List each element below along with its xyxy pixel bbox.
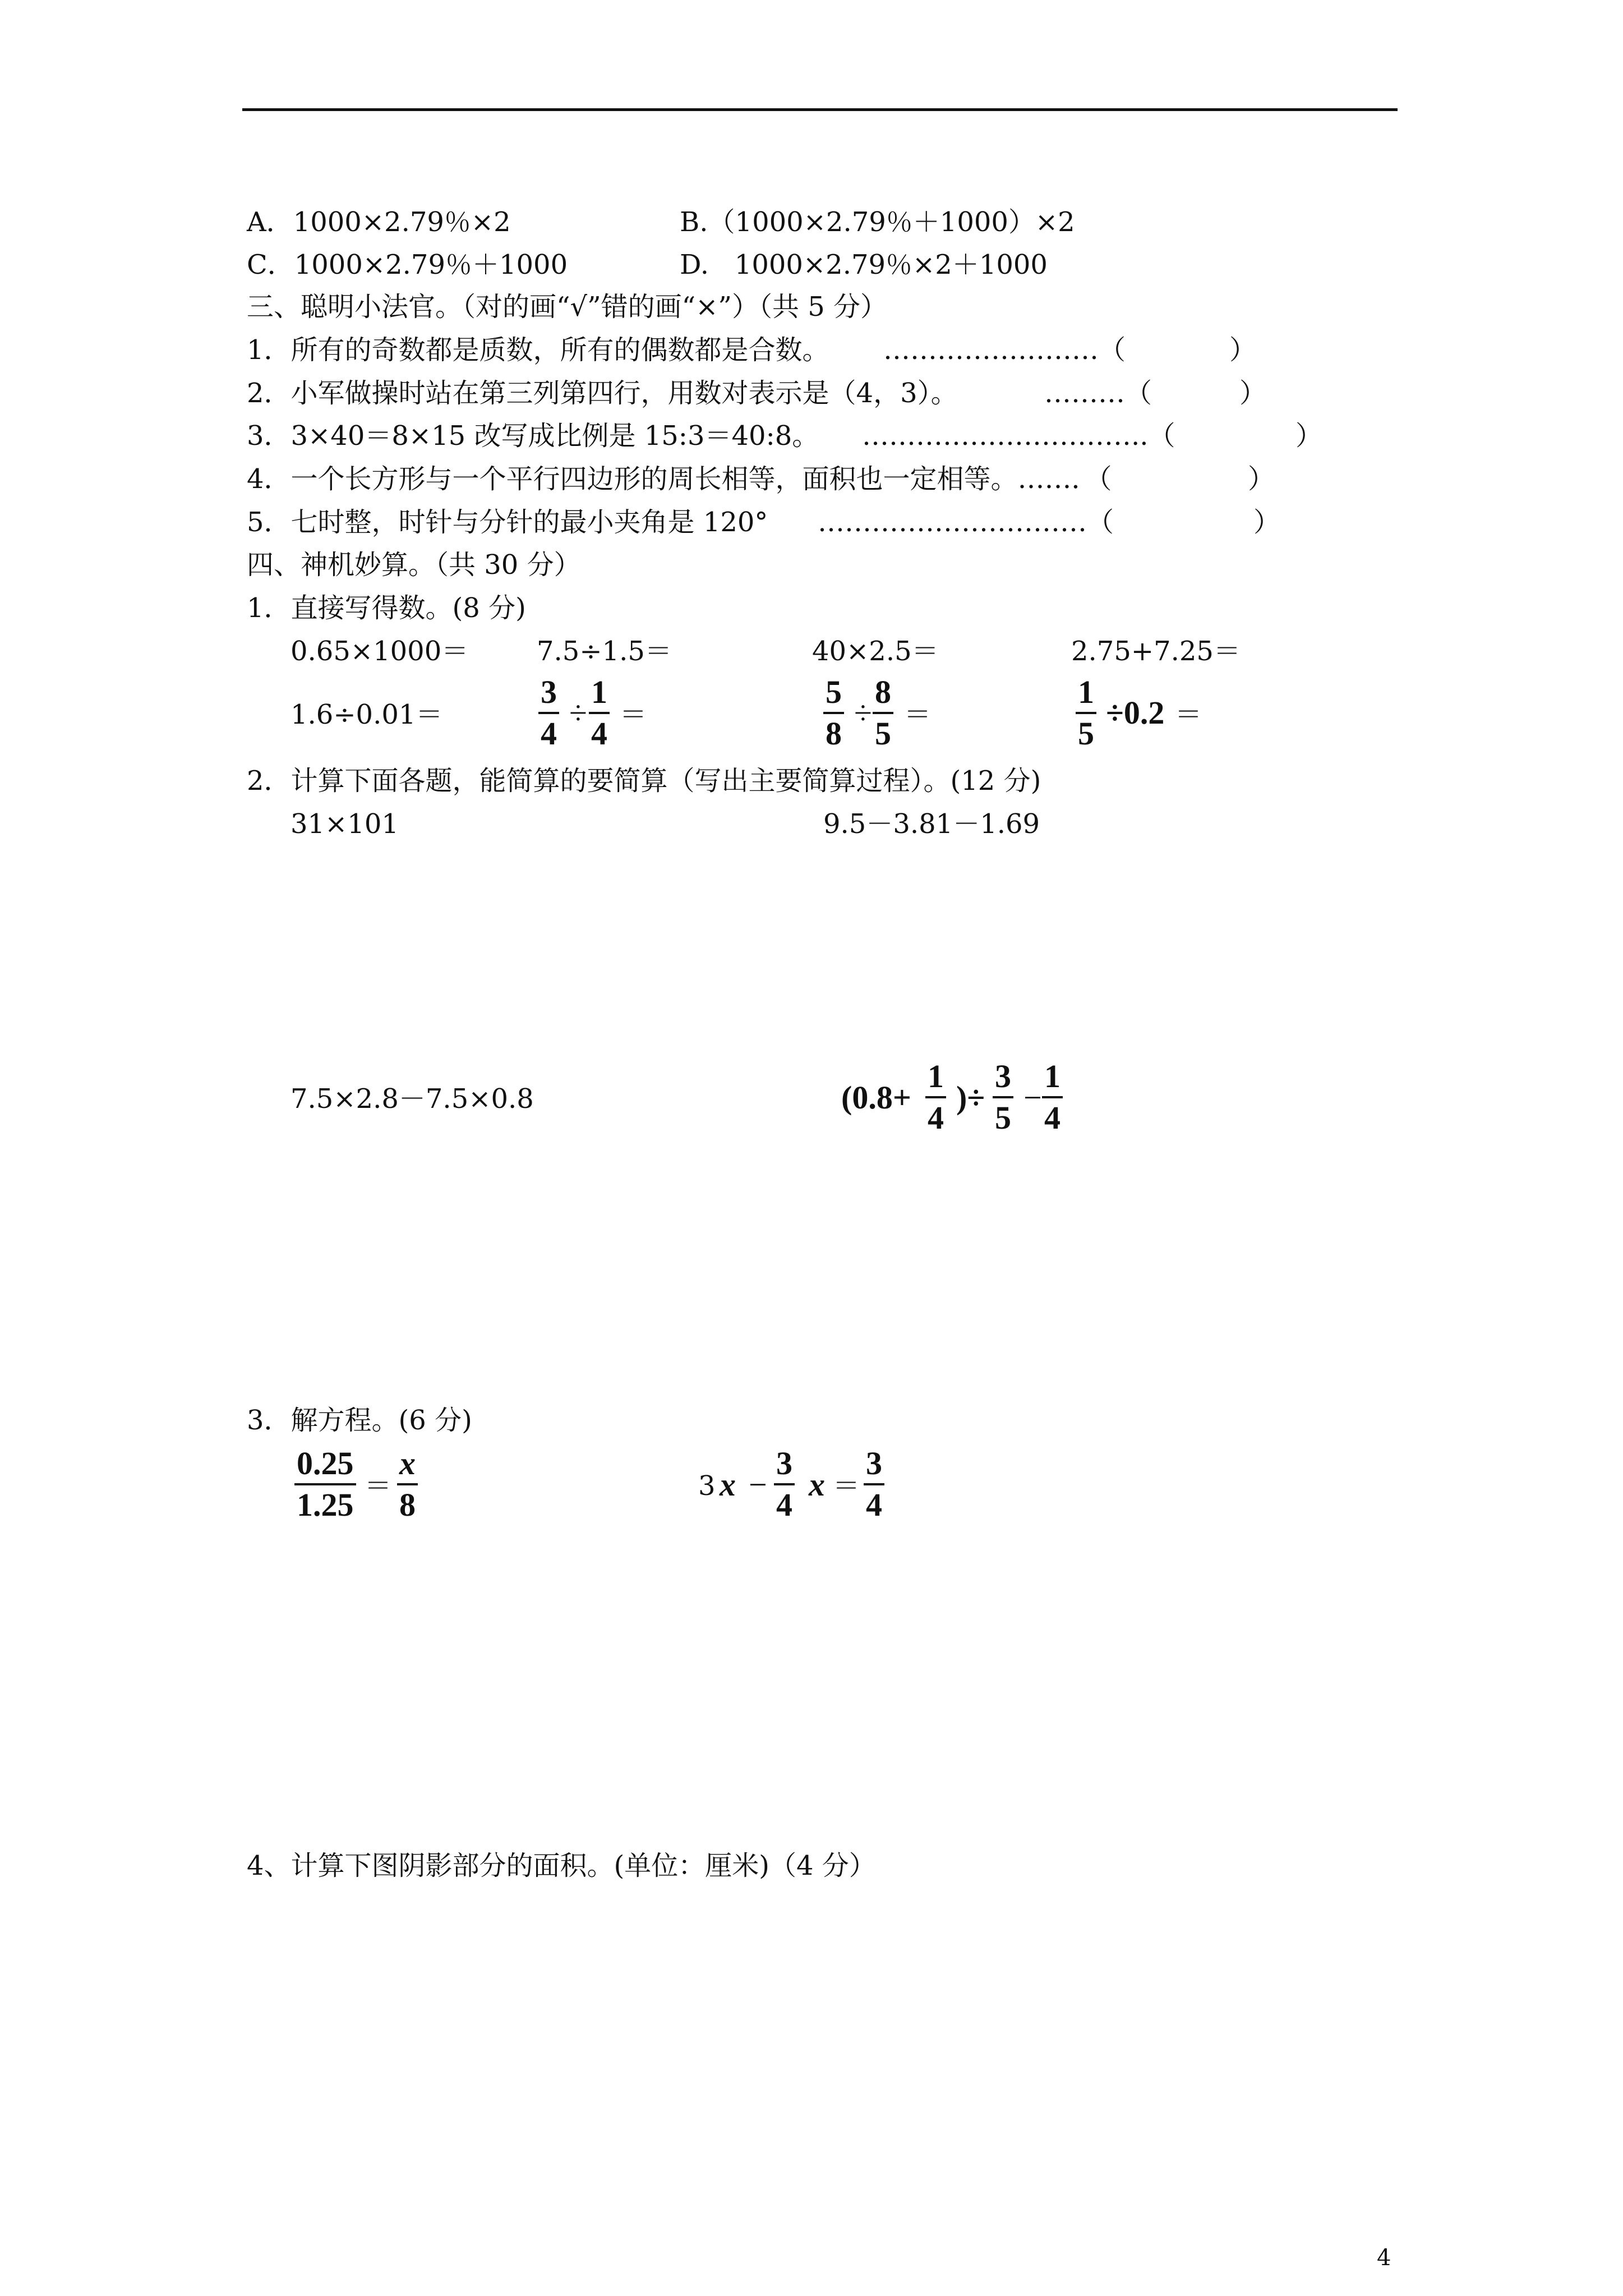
judge-item-3-close: ） [1295,420,1323,452]
q4-title: 4、计算下图阴影部分的面积。(单位：厘米)（4 分） [247,1850,876,1881]
q1-frac-1-4: 1 4 [589,676,610,750]
q1-frac-3-4: 3 4 [538,676,559,750]
q1-divide-sign: ÷ [854,694,872,731]
option-d: D. 1000×2.79％×2＋1000 [680,249,1048,280]
header-rule [242,108,1398,111]
q2-frac-1-4: 1 4 [925,1060,946,1134]
q1-frac-8-5: 8 5 [873,676,893,750]
section3-title: 三、聪明小法官。（对的画“√”错的画“×”）（共 5 分） [247,291,888,323]
judge-item-1: 1．所有的奇数都是质数，所有的偶数都是合数。 [247,334,829,366]
q3-eq2-coefficient: 3 [698,1470,716,1502]
q1-item-1: 0.65×1000＝ [291,636,469,667]
q1-divide-sign: ÷ [569,694,587,731]
q2-frac-1-4-b: 1 4 [1042,1060,1063,1134]
option-a: A．1000×2.79％×2 [247,206,511,238]
q3-equals: ＝ [833,1470,860,1502]
judge-item-2-dots: ………（ [1044,378,1152,409]
q2-expr-4-close-divide: )÷ [956,1079,985,1116]
judge-item-5-dots: …………………………（ [818,507,1114,538]
q1-equals: ＝ [904,699,932,730]
option-c: C．1000×2.79％＋1000 [247,249,568,280]
q2-expr-2: 9.5－3.81－1.69 [823,808,1040,840]
option-b: B.（1000×2.79％＋1000）×2 [680,206,1075,238]
q3-frac-3-4: 3 4 [774,1447,795,1521]
q2-expr-3: 7.5×2.8－7.5×0.8 [291,1083,534,1115]
q2-title: 2．计算下面各题，能简算的要简算（写出主要简算过程）。(12 分) [247,765,1041,797]
q1-item-5: 1.6÷0.01＝ [291,699,443,730]
judge-item-1-dots: ……………………（ [883,334,1126,366]
q2-expr-4-open: (0.8+ [841,1079,911,1116]
q1-frac-5-8: 5 8 [823,676,844,750]
q3-equals: ＝ [365,1470,392,1502]
judge-item-2-close: ） [1239,378,1267,409]
q2-frac-3-5: 3 5 [993,1060,1013,1134]
q1-title: 1．直接写得数。(8 分) [247,592,526,624]
q1-frac-1-5: 1 5 [1076,676,1096,750]
judge-item-3: 3．3×40＝8×15 改写成比例是 15:3＝40:8。 [247,420,819,452]
section4-title: 四、神机妙算。（共 30 分） [247,549,581,581]
judge-item-5-close: ） [1253,507,1281,538]
q3-frac-x-8: x 8 [397,1447,418,1521]
q3-eq2-x: x [720,1466,736,1503]
judge-item-2: 2．小军做操时站在第三列第四行，用数对表示是（4，3）。 [247,378,958,409]
q3-frac-3-4-b: 3 4 [864,1447,884,1521]
judge-item-1-close: ） [1229,334,1257,366]
q2-minus-sign: − [1023,1079,1042,1116]
page-number: 4 [1377,2245,1391,2271]
q1-equals: ＝ [1175,699,1202,730]
q1-divide-point-two: ÷0.2 [1106,694,1165,731]
q1-item-4: 2.75+7.25＝ [1071,636,1241,667]
judge-item-5: 5．七时整，时针与分针的最小夹角是 120° [247,507,768,538]
q1-equals: ＝ [620,699,647,730]
q3-minus-sign: − [749,1466,767,1503]
q1-item-3: 40×2.5＝ [812,636,939,667]
q1-item-2: 7.5÷1.5＝ [537,636,672,667]
q3-title: 3．解方程。(6 分) [247,1405,472,1436]
judge-item-4-close: ） [1248,463,1275,495]
q3-frac-0.25-1.25: 0.25 1.25 [294,1447,356,1521]
judge-item-4: 4．一个长方形与一个平行四边形的周长相等，面积也一定相等。……．（ [247,463,1112,495]
q3-eq2-x2: x [809,1466,825,1503]
judge-item-3-dots: …………………………..（ [862,420,1175,452]
q2-expr-1: 31×101 [291,808,399,840]
